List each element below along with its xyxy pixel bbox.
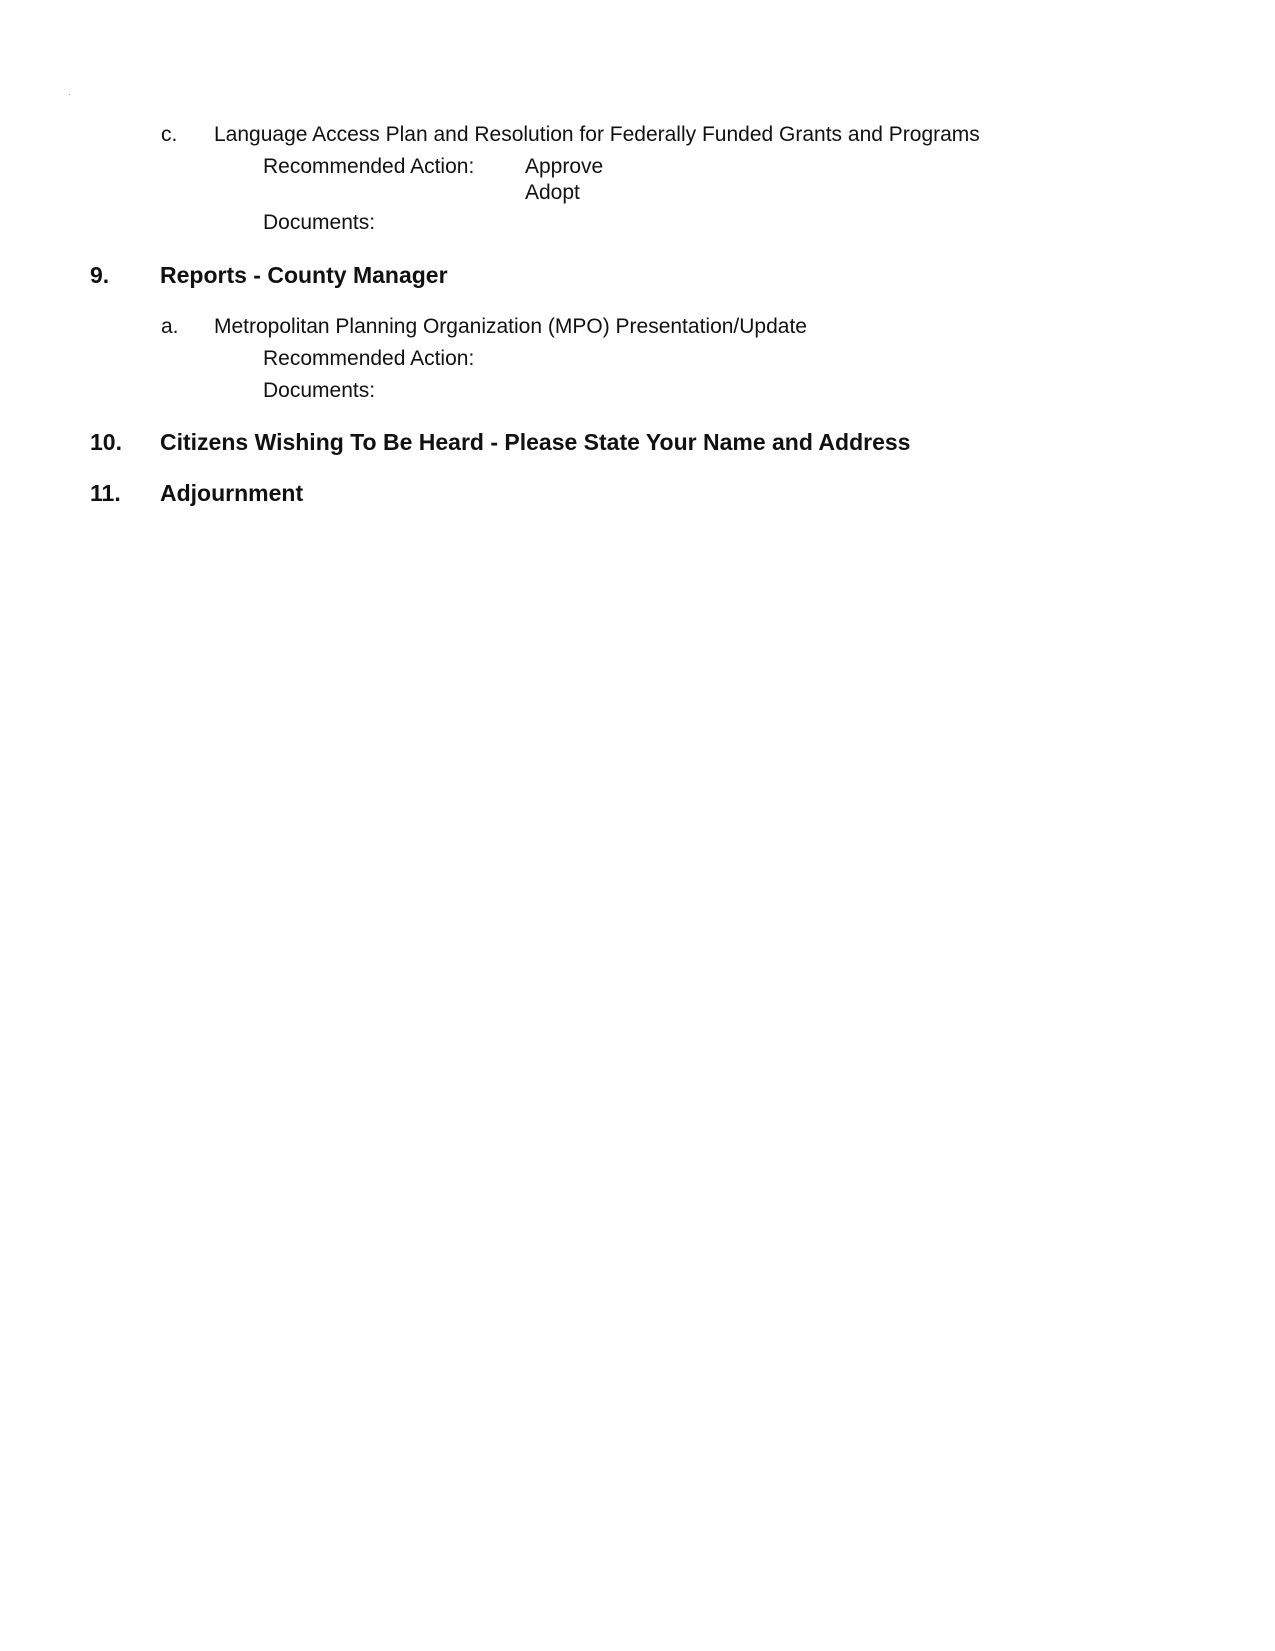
section-title: Citizens Wishing To Be Heard - Please State Your Name and Address <box>160 429 911 455</box>
item-title: Language Access Plan and Resolution for Federally Funded Grants and Programs <box>214 123 980 146</box>
section-number: 9. <box>90 262 110 288</box>
section-title: Reports - County Manager <box>160 262 448 288</box>
item-letter: c. <box>161 123 178 146</box>
item-title: Metropolitan Planning Organization (MPO) Presentation/Update <box>214 315 807 338</box>
recommended-action-value: Adopt <box>525 181 580 204</box>
scan-speck <box>69 94 70 95</box>
documents-label: Documents: <box>263 379 376 402</box>
section-number: 10. <box>90 429 122 455</box>
documents-label: Documents: <box>263 211 376 234</box>
item-letter: a. <box>161 315 179 338</box>
recommended-action-label: Recommended Action: <box>263 347 475 370</box>
recommended-action-value: Approve <box>525 155 604 178</box>
section-title: Adjournment <box>160 480 304 506</box>
recommended-action-label: Recommended Action: <box>263 155 475 178</box>
section-number: 11. <box>90 480 121 506</box>
